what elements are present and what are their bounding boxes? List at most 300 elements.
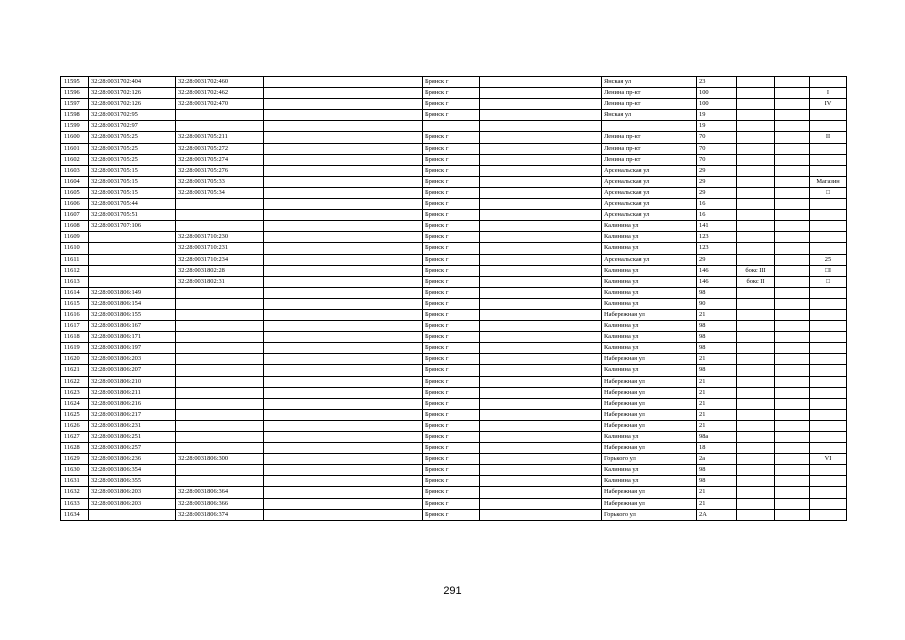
cell-empty-cell bbox=[775, 77, 810, 88]
cell-building bbox=[737, 99, 775, 110]
cell-premises: VI bbox=[810, 454, 847, 465]
cell-empty-cell bbox=[775, 465, 810, 476]
cell-house-number: 146 bbox=[697, 265, 737, 276]
cell-empty-cell bbox=[264, 110, 423, 121]
cell-building bbox=[737, 398, 775, 409]
cell-empty-cell bbox=[775, 309, 810, 320]
cell-building bbox=[737, 165, 775, 176]
cell-empty-cell bbox=[480, 187, 602, 198]
cell-parent-cadastral-number bbox=[89, 265, 176, 276]
cell-city: Брянск г bbox=[423, 187, 480, 198]
table-row bbox=[61, 376, 847, 387]
table-row bbox=[61, 387, 847, 398]
cell-street: Калинина ул bbox=[602, 476, 697, 487]
cell-premises bbox=[810, 121, 847, 132]
cell-street: Арсенальская ул bbox=[602, 199, 697, 210]
cell-parent-cadastral-number: 32:28:0031806:251 bbox=[89, 432, 176, 443]
cell-empty-cell bbox=[264, 354, 423, 365]
cell-street: Калинина ул bbox=[602, 332, 697, 343]
table-row bbox=[61, 509, 847, 520]
cell-cadastral-number bbox=[176, 221, 264, 232]
cell-record-number: 11606 bbox=[61, 199, 89, 210]
cell-cadastral-number bbox=[176, 110, 264, 121]
table-row bbox=[61, 265, 847, 276]
cell-parent-cadastral-number: 32:28:0031806:231 bbox=[89, 420, 176, 431]
cell-building bbox=[737, 254, 775, 265]
cell-parent-cadastral-number: 32:28:0031806:216 bbox=[89, 398, 176, 409]
cell-cadastral-number bbox=[176, 298, 264, 309]
cell-premises: II bbox=[810, 132, 847, 143]
cell-cadastral-number bbox=[176, 287, 264, 298]
cell-cadastral-number: 32:28:0031806:300 bbox=[176, 454, 264, 465]
cell-record-number: 11624 bbox=[61, 398, 89, 409]
cell-city: Брянск г bbox=[423, 476, 480, 487]
cell-parent-cadastral-number: 32:28:0031705:15 bbox=[89, 176, 176, 187]
table-row bbox=[61, 77, 847, 88]
cell-empty-cell bbox=[480, 132, 602, 143]
cell-empty-cell bbox=[480, 387, 602, 398]
cell-building bbox=[737, 187, 775, 198]
cell-empty-cell bbox=[775, 387, 810, 398]
cell-building bbox=[737, 487, 775, 498]
cell-house-number: 98 bbox=[697, 343, 737, 354]
cell-house-number: 21 bbox=[697, 309, 737, 320]
table-row bbox=[61, 398, 847, 409]
cell-empty-cell bbox=[480, 254, 602, 265]
registry-table-body bbox=[61, 77, 847, 521]
cell-cadastral-number bbox=[176, 398, 264, 409]
cell-premises bbox=[810, 365, 847, 376]
cell-record-number: 11599 bbox=[61, 121, 89, 132]
cell-parent-cadastral-number: 32:28:0031806:355 bbox=[89, 476, 176, 487]
cell-empty-cell bbox=[264, 387, 423, 398]
cell-city bbox=[423, 121, 480, 132]
cell-parent-cadastral-number: 32:28:0031705:44 bbox=[89, 199, 176, 210]
cell-empty-cell bbox=[775, 110, 810, 121]
cell-parent-cadastral-number: 32:28:0031707:106 bbox=[89, 221, 176, 232]
cell-record-number: 11595 bbox=[61, 77, 89, 88]
cell-cadastral-number bbox=[176, 210, 264, 221]
cell-parent-cadastral-number bbox=[89, 509, 176, 520]
cell-city: Брянск г bbox=[423, 221, 480, 232]
cell-house-number: 123 bbox=[697, 243, 737, 254]
cell-premises bbox=[810, 354, 847, 365]
cell-empty-cell bbox=[264, 221, 423, 232]
cell-premises bbox=[810, 509, 847, 520]
cell-building bbox=[737, 321, 775, 332]
cell-empty-cell bbox=[480, 88, 602, 99]
cell-house-number: 98 bbox=[697, 287, 737, 298]
cell-parent-cadastral-number: 32:28:0031705:51 bbox=[89, 210, 176, 221]
cell-premises bbox=[810, 165, 847, 176]
cell-street: Горького ул bbox=[602, 509, 697, 520]
cell-empty-cell bbox=[775, 243, 810, 254]
cell-premises: □ bbox=[810, 187, 847, 198]
cell-street: Арсенальская ул bbox=[602, 254, 697, 265]
cell-premises bbox=[810, 476, 847, 487]
cell-record-number: 11623 bbox=[61, 387, 89, 398]
cell-cadastral-number bbox=[176, 432, 264, 443]
cell-cadastral-number bbox=[176, 121, 264, 132]
cell-building bbox=[737, 498, 775, 509]
cell-house-number: 123 bbox=[697, 232, 737, 243]
cell-building bbox=[737, 309, 775, 320]
cell-house-number: 70 bbox=[697, 154, 737, 165]
cell-empty-cell bbox=[264, 154, 423, 165]
table-row bbox=[61, 409, 847, 420]
cell-street: Набережная ул bbox=[602, 387, 697, 398]
cell-city: Брянск г bbox=[423, 420, 480, 431]
cell-house-number: 98а bbox=[697, 432, 737, 443]
cell-cadastral-number: 32:28:0031802:28 bbox=[176, 265, 264, 276]
cell-premises bbox=[810, 77, 847, 88]
cell-parent-cadastral-number: 32:28:0031806:217 bbox=[89, 409, 176, 420]
cell-city: Брянск г bbox=[423, 376, 480, 387]
cell-house-number: 29 bbox=[697, 187, 737, 198]
cell-record-number: 11605 bbox=[61, 187, 89, 198]
cell-record-number: 11608 bbox=[61, 221, 89, 232]
cell-city: Брянск г bbox=[423, 143, 480, 154]
cell-empty-cell bbox=[775, 398, 810, 409]
cell-street: Калинина ул bbox=[602, 432, 697, 443]
table-row bbox=[61, 332, 847, 343]
cell-premises: 25 bbox=[810, 254, 847, 265]
cell-premises: □I bbox=[810, 265, 847, 276]
cell-empty-cell bbox=[264, 465, 423, 476]
table-row bbox=[61, 243, 847, 254]
cell-empty-cell bbox=[775, 99, 810, 110]
cell-premises bbox=[810, 432, 847, 443]
cell-city: Брянск г bbox=[423, 165, 480, 176]
cell-empty-cell bbox=[480, 454, 602, 465]
cell-street: Набережная ул bbox=[602, 420, 697, 431]
cell-empty-cell bbox=[264, 88, 423, 99]
cell-building bbox=[737, 121, 775, 132]
cell-street: Набережная ул bbox=[602, 398, 697, 409]
cell-cadastral-number: 32:28:0031710:234 bbox=[176, 254, 264, 265]
cell-cadastral-number bbox=[176, 443, 264, 454]
cell-empty-cell bbox=[264, 187, 423, 198]
cell-street: Ленина пр-кт bbox=[602, 143, 697, 154]
cell-street: Ленина пр-кт bbox=[602, 132, 697, 143]
cell-cadastral-number: 32:28:0031702:462 bbox=[176, 88, 264, 99]
cell-record-number: 11631 bbox=[61, 476, 89, 487]
cell-city: Брянск г bbox=[423, 365, 480, 376]
cell-empty-cell bbox=[480, 176, 602, 187]
cell-house-number: 21 bbox=[697, 498, 737, 509]
cell-cadastral-number bbox=[176, 476, 264, 487]
cell-building bbox=[737, 243, 775, 254]
cell-record-number: 11632 bbox=[61, 487, 89, 498]
cell-cadastral-number: 32:28:0031702:460 bbox=[176, 77, 264, 88]
table-row bbox=[61, 99, 847, 110]
cell-premises bbox=[810, 287, 847, 298]
cell-premises bbox=[810, 154, 847, 165]
table-row bbox=[61, 154, 847, 165]
cell-city: Брянск г bbox=[423, 387, 480, 398]
cell-parent-cadastral-number: 32:28:0031702:95 bbox=[89, 110, 176, 121]
cell-city: Брянск г bbox=[423, 110, 480, 121]
cell-street: Набережная ул bbox=[602, 487, 697, 498]
table-row bbox=[61, 354, 847, 365]
cell-record-number: 11621 bbox=[61, 365, 89, 376]
cell-empty-cell bbox=[775, 454, 810, 465]
cell-city: Брянск г bbox=[423, 298, 480, 309]
cell-street: Ленина пр-кт bbox=[602, 154, 697, 165]
cell-cadastral-number bbox=[176, 343, 264, 354]
cell-empty-cell bbox=[775, 287, 810, 298]
cell-empty-cell bbox=[480, 509, 602, 520]
cell-premises bbox=[810, 420, 847, 431]
cell-house-number: 98 bbox=[697, 465, 737, 476]
cell-cadastral-number: 32:28:0031806:366 bbox=[176, 498, 264, 509]
cell-premises bbox=[810, 487, 847, 498]
cell-empty-cell bbox=[775, 409, 810, 420]
cell-house-number: 146 bbox=[697, 276, 737, 287]
cell-record-number: 11598 bbox=[61, 110, 89, 121]
cell-parent-cadastral-number: 32:28:0031806:203 bbox=[89, 487, 176, 498]
cell-premises: □ bbox=[810, 276, 847, 287]
cell-city: Брянск г bbox=[423, 432, 480, 443]
cell-premises bbox=[810, 409, 847, 420]
cell-street: Калинина ул bbox=[602, 287, 697, 298]
cell-city: Брянск г bbox=[423, 132, 480, 143]
cell-empty-cell bbox=[480, 165, 602, 176]
cell-empty-cell bbox=[775, 276, 810, 287]
cell-parent-cadastral-number: 32:28:0031705:15 bbox=[89, 187, 176, 198]
cell-house-number: 98 bbox=[697, 321, 737, 332]
table-row bbox=[61, 232, 847, 243]
cell-house-number: 141 bbox=[697, 221, 737, 232]
cell-street: Набережная ул bbox=[602, 498, 697, 509]
registry-table bbox=[60, 76, 847, 521]
cell-empty-cell bbox=[480, 77, 602, 88]
cell-house-number: 23 bbox=[697, 77, 737, 88]
cell-empty-cell bbox=[480, 309, 602, 320]
cell-city: Брянск г bbox=[423, 487, 480, 498]
cell-empty-cell bbox=[775, 210, 810, 221]
cell-record-number: 11614 bbox=[61, 287, 89, 298]
cell-cadastral-number bbox=[176, 332, 264, 343]
cell-empty-cell bbox=[775, 476, 810, 487]
table-row bbox=[61, 487, 847, 498]
cell-city: Брянск г bbox=[423, 343, 480, 354]
cell-building bbox=[737, 298, 775, 309]
cell-street: Калинина ул bbox=[602, 343, 697, 354]
cell-empty-cell bbox=[480, 199, 602, 210]
cell-empty-cell bbox=[775, 509, 810, 520]
cell-cadastral-number: 32:28:0031705:276 bbox=[176, 165, 264, 176]
table-row bbox=[61, 287, 847, 298]
cell-premises bbox=[810, 398, 847, 409]
cell-empty-cell bbox=[775, 265, 810, 276]
cell-parent-cadastral-number: 32:28:0031806:257 bbox=[89, 443, 176, 454]
cell-empty-cell bbox=[480, 443, 602, 454]
cell-record-number: 11617 bbox=[61, 321, 89, 332]
cell-parent-cadastral-number: 32:28:0031806:210 bbox=[89, 376, 176, 387]
page-number: 291 bbox=[443, 585, 462, 597]
cell-empty-cell bbox=[480, 409, 602, 420]
cell-building bbox=[737, 176, 775, 187]
cell-premises: IV bbox=[810, 99, 847, 110]
cell-house-number: 70 bbox=[697, 132, 737, 143]
cell-house-number: 16 bbox=[697, 199, 737, 210]
cell-building bbox=[737, 332, 775, 343]
cell-building bbox=[737, 343, 775, 354]
cell-city: Брянск г bbox=[423, 465, 480, 476]
cell-premises bbox=[810, 498, 847, 509]
cell-record-number: 11628 bbox=[61, 443, 89, 454]
cell-empty-cell bbox=[264, 420, 423, 431]
cell-parent-cadastral-number bbox=[89, 232, 176, 243]
cell-empty-cell bbox=[264, 243, 423, 254]
cell-city: Брянск г bbox=[423, 409, 480, 420]
cell-empty-cell bbox=[480, 298, 602, 309]
table-row bbox=[61, 88, 847, 99]
cell-empty-cell bbox=[480, 154, 602, 165]
table-row bbox=[61, 420, 847, 431]
cell-empty-cell bbox=[264, 409, 423, 420]
cell-cadastral-number bbox=[176, 354, 264, 365]
cell-premises: Магазин bbox=[810, 176, 847, 187]
cell-empty-cell bbox=[480, 321, 602, 332]
cell-empty-cell bbox=[775, 221, 810, 232]
cell-empty-cell bbox=[480, 221, 602, 232]
cell-building bbox=[737, 387, 775, 398]
cell-record-number: 11630 bbox=[61, 465, 89, 476]
cell-empty-cell bbox=[775, 121, 810, 132]
cell-cadastral-number: 32:28:0031806:364 bbox=[176, 487, 264, 498]
table-row bbox=[61, 454, 847, 465]
cell-empty-cell bbox=[264, 176, 423, 187]
cell-parent-cadastral-number: 32:28:0031806:155 bbox=[89, 309, 176, 320]
cell-empty-cell bbox=[775, 420, 810, 431]
cell-street: Набережная ул bbox=[602, 354, 697, 365]
cell-street: Янская ул bbox=[602, 77, 697, 88]
cell-street: Горького ул bbox=[602, 454, 697, 465]
cell-empty-cell bbox=[264, 298, 423, 309]
cell-cadastral-number bbox=[176, 365, 264, 376]
cell-empty-cell bbox=[264, 287, 423, 298]
cell-cadastral-number bbox=[176, 321, 264, 332]
table-row bbox=[61, 343, 847, 354]
cell-record-number: 11612 bbox=[61, 265, 89, 276]
cell-record-number: 11611 bbox=[61, 254, 89, 265]
cell-empty-cell bbox=[264, 332, 423, 343]
cell-house-number: 18 bbox=[697, 443, 737, 454]
cell-city: Брянск г bbox=[423, 332, 480, 343]
cell-city: Брянск г bbox=[423, 210, 480, 221]
cell-parent-cadastral-number: 32:28:0031806:207 bbox=[89, 365, 176, 376]
cell-empty-cell bbox=[775, 88, 810, 99]
cell-cadastral-number: 32:28:0031705:34 bbox=[176, 187, 264, 198]
cell-empty-cell bbox=[480, 210, 602, 221]
cell-empty-cell bbox=[775, 232, 810, 243]
cell-building bbox=[737, 409, 775, 420]
cell-city: Брянск г bbox=[423, 265, 480, 276]
cell-empty-cell bbox=[264, 498, 423, 509]
cell-house-number: 100 bbox=[697, 99, 737, 110]
cell-empty-cell bbox=[264, 199, 423, 210]
table-row bbox=[61, 498, 847, 509]
cell-record-number: 11603 bbox=[61, 165, 89, 176]
cell-empty-cell bbox=[264, 443, 423, 454]
cell-city: Брянск г bbox=[423, 88, 480, 99]
cell-record-number: 11601 bbox=[61, 143, 89, 154]
cell-empty-cell bbox=[264, 254, 423, 265]
cell-city: Брянск г bbox=[423, 243, 480, 254]
cell-cadastral-number: 32:28:0031710:231 bbox=[176, 243, 264, 254]
table-row bbox=[61, 321, 847, 332]
cell-street: Калинина ул bbox=[602, 365, 697, 376]
cell-building bbox=[737, 443, 775, 454]
cell-city: Брянск г bbox=[423, 443, 480, 454]
cell-empty-cell bbox=[264, 376, 423, 387]
cell-house-number: 2А bbox=[697, 509, 737, 520]
cell-premises bbox=[810, 298, 847, 309]
cell-street: Арсенальская ул bbox=[602, 210, 697, 221]
cell-house-number: 19 bbox=[697, 110, 737, 121]
cell-empty-cell bbox=[775, 376, 810, 387]
cell-record-number: 11604 bbox=[61, 176, 89, 187]
cell-premises bbox=[810, 376, 847, 387]
cell-empty-cell bbox=[775, 176, 810, 187]
cell-building bbox=[737, 432, 775, 443]
cell-empty-cell bbox=[480, 398, 602, 409]
cell-house-number: 19 bbox=[697, 121, 737, 132]
cell-empty-cell bbox=[480, 376, 602, 387]
cell-city: Брянск г bbox=[423, 498, 480, 509]
cell-building bbox=[737, 232, 775, 243]
cell-city: Брянск г bbox=[423, 398, 480, 409]
cell-empty-cell bbox=[264, 99, 423, 110]
cell-empty-cell bbox=[480, 432, 602, 443]
cell-cadastral-number: 32:28:0031705:33 bbox=[176, 176, 264, 187]
cell-record-number: 11596 bbox=[61, 88, 89, 99]
table-row bbox=[61, 298, 847, 309]
table-row bbox=[61, 187, 847, 198]
cell-parent-cadastral-number: 32:28:0031702:404 bbox=[89, 77, 176, 88]
cell-street: Янская ул bbox=[602, 110, 697, 121]
cell-cadastral-number bbox=[176, 465, 264, 476]
cell-record-number: 11600 bbox=[61, 132, 89, 143]
cell-record-number: 11607 bbox=[61, 210, 89, 221]
table-row bbox=[61, 465, 847, 476]
cell-empty-cell bbox=[480, 354, 602, 365]
cell-building bbox=[737, 465, 775, 476]
cell-empty-cell bbox=[480, 365, 602, 376]
cell-house-number: 2а bbox=[697, 454, 737, 465]
cell-city: Брянск г bbox=[423, 154, 480, 165]
cell-building bbox=[737, 509, 775, 520]
cell-empty-cell bbox=[264, 77, 423, 88]
cell-building: бокс II bbox=[737, 276, 775, 287]
table-row bbox=[61, 121, 847, 132]
cell-empty-cell bbox=[480, 276, 602, 287]
cell-city: Брянск г bbox=[423, 77, 480, 88]
cell-parent-cadastral-number: 32:28:0031705:25 bbox=[89, 154, 176, 165]
cell-building bbox=[737, 376, 775, 387]
cell-parent-cadastral-number: 32:28:0031702:97 bbox=[89, 121, 176, 132]
cell-record-number: 11620 bbox=[61, 354, 89, 365]
cell-city: Брянск г bbox=[423, 321, 480, 332]
cell-empty-cell bbox=[264, 432, 423, 443]
cell-cadastral-number: 32:28:0031705:272 bbox=[176, 143, 264, 154]
cell-premises bbox=[810, 321, 847, 332]
cell-empty-cell bbox=[480, 287, 602, 298]
cell-city: Брянск г bbox=[423, 276, 480, 287]
cell-parent-cadastral-number: 32:28:0031702:126 bbox=[89, 99, 176, 110]
